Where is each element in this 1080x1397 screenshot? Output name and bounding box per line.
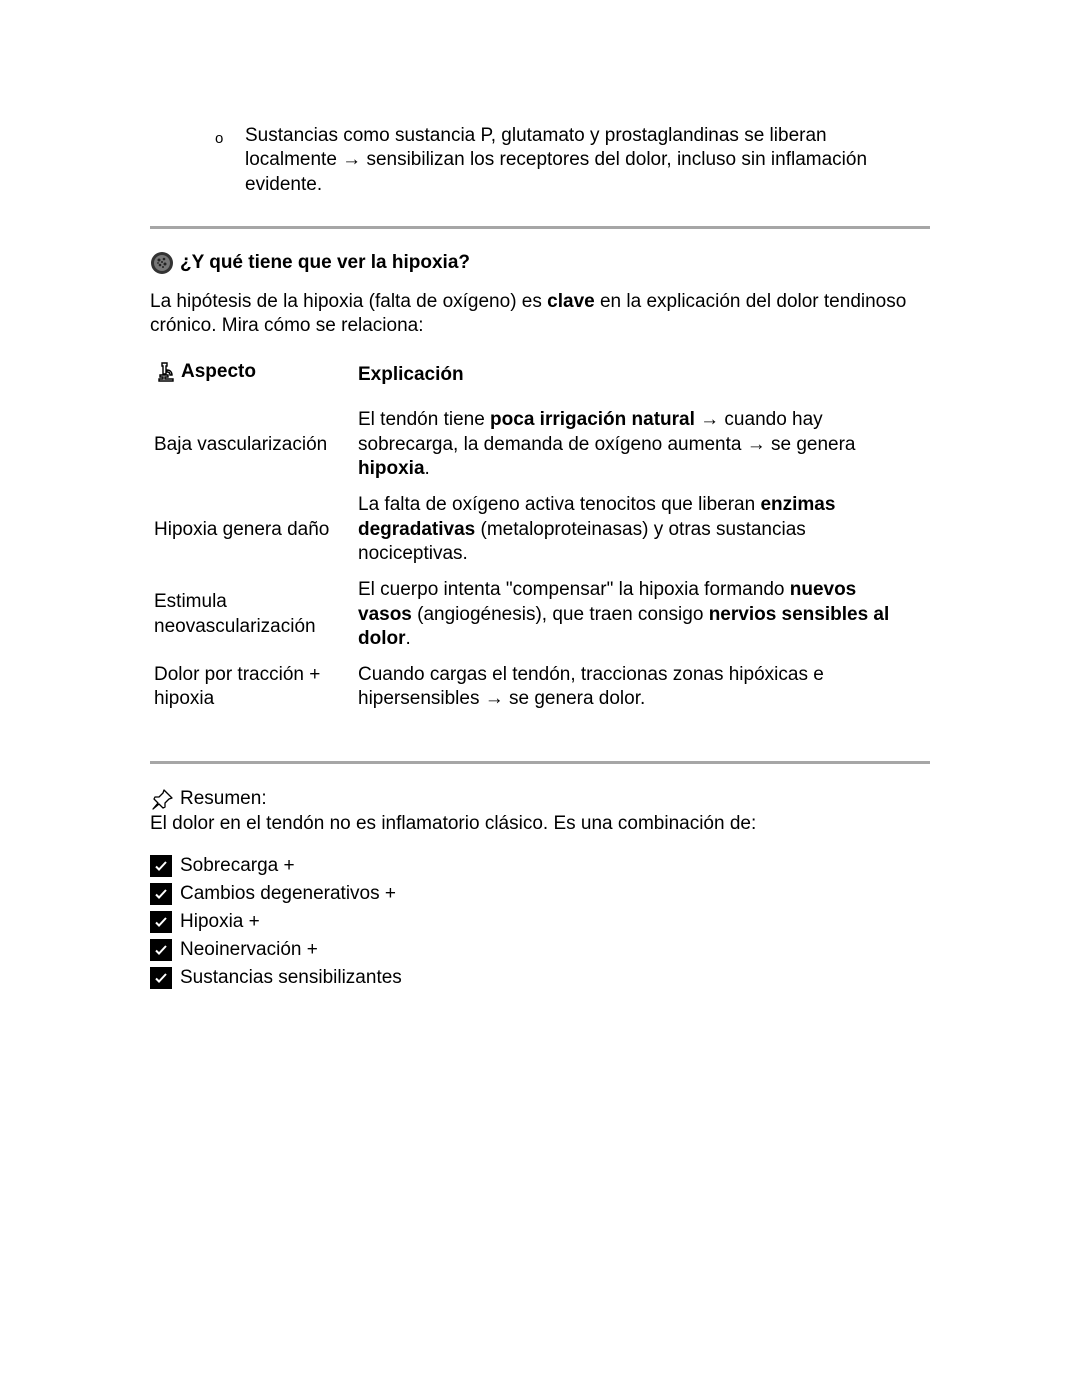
summary-section [150,786,756,836]
intro-text-end: en la explicación del dolor tendinoso crónico. Mira cómo se relaciona: [150,291,907,337]
explanation-text: (angiogénesis), que traen consigo [411,603,709,625]
aspect-cell: Hipoxia genera daño [154,518,330,540]
checklist-item-label: Neoinervación + [180,939,318,960]
checklist-item [150,936,402,964]
bold-term: enzimas degradativas [358,494,836,540]
bold-term: poca irrigación natural [490,409,695,431]
pushpin-icon [150,788,174,810]
microbe-icon [150,251,174,275]
table-row [150,404,910,489]
aspect-cell: Estimula neovascularización [154,591,316,637]
bold-term: nervios sensibles al dolor [358,603,890,649]
explanation-text: → cuando hay sobrecarga, la demanda de oxígeno aumenta → se genera [358,409,856,455]
divider [150,761,930,764]
summary-checklist [150,852,402,992]
table-row [150,489,910,574]
check-mark-icon [150,855,172,877]
explanation-text: (metaloproteinasas) y otras sustancias nociceptivas. [358,518,806,564]
summary-title: Resumen: [150,786,756,811]
sub-bullet-item [215,124,915,197]
checklist-item [150,964,402,992]
hypoxia-table [150,356,910,720]
bold-term: hipoxia [358,458,425,480]
explanation-text: La falta de oxígeno activa tenocitos que liberan [358,494,761,516]
section-heading [150,251,470,275]
divider [150,226,930,229]
explanation-text: . [424,458,430,480]
section-intro [150,290,930,339]
table-row [150,574,910,659]
table-row [150,659,910,720]
checklist-item [150,908,402,936]
checklist-item-label: Sustancias sensibilizantes [180,967,402,988]
header-explicacion: Explicación [358,364,464,386]
explanation-cell [354,659,910,720]
explanation-cell [354,489,910,574]
intro-text: La hipótesis de la hipoxia (falta de oxígeno) es [150,291,548,312]
section-heading-text: ¿Y qué tiene que ver la hipoxia? [180,252,471,273]
checklist-item-label: Cambios degenerativos + [180,883,396,904]
aspect-cell: Dolor por tracción + hipoxia [154,664,321,710]
checklist-item [150,880,402,908]
summary-text: El dolor en el tendón no es inflamatorio clásico. Es una combinación de: [150,813,757,834]
microscope-icon [154,361,176,383]
bold-term: nuevos vasos [358,579,857,625]
table-header-row [150,356,910,404]
check-mark-icon [150,883,172,905]
check-mark-icon [150,911,172,933]
check-mark-icon [150,939,172,961]
aspect-cell: Baja vascularización [154,433,328,455]
explanation-text: El tendón tiene [358,409,491,431]
intro-bold: clave [547,291,595,312]
checklist-item [150,852,402,880]
explanation-cell [354,404,910,489]
explanation-text: El cuerpo intenta "compensar" la hipoxia formando [358,579,790,601]
explanation-text: . [405,627,411,649]
explanation-cell [354,574,910,659]
check-mark-icon [150,967,172,989]
header-aspecto: Aspecto [150,356,354,404]
hollow-bullet-icon: o [215,130,224,147]
bullet-text: Sustancias como sustancia P, glutamato y prostaglandinas se liberan localmente → sensibilizan los receptores del dolor, incluso sin inflamación evidente. [245,125,868,195]
checklist-item-label: Sobrecarga + [180,855,295,876]
checklist-item-label: Hipoxia + [180,911,260,932]
explanation-text: Cuando cargas el tendón, traccionas zonas hipóxicas e hipersensibles → se genera dolor. [358,664,824,710]
